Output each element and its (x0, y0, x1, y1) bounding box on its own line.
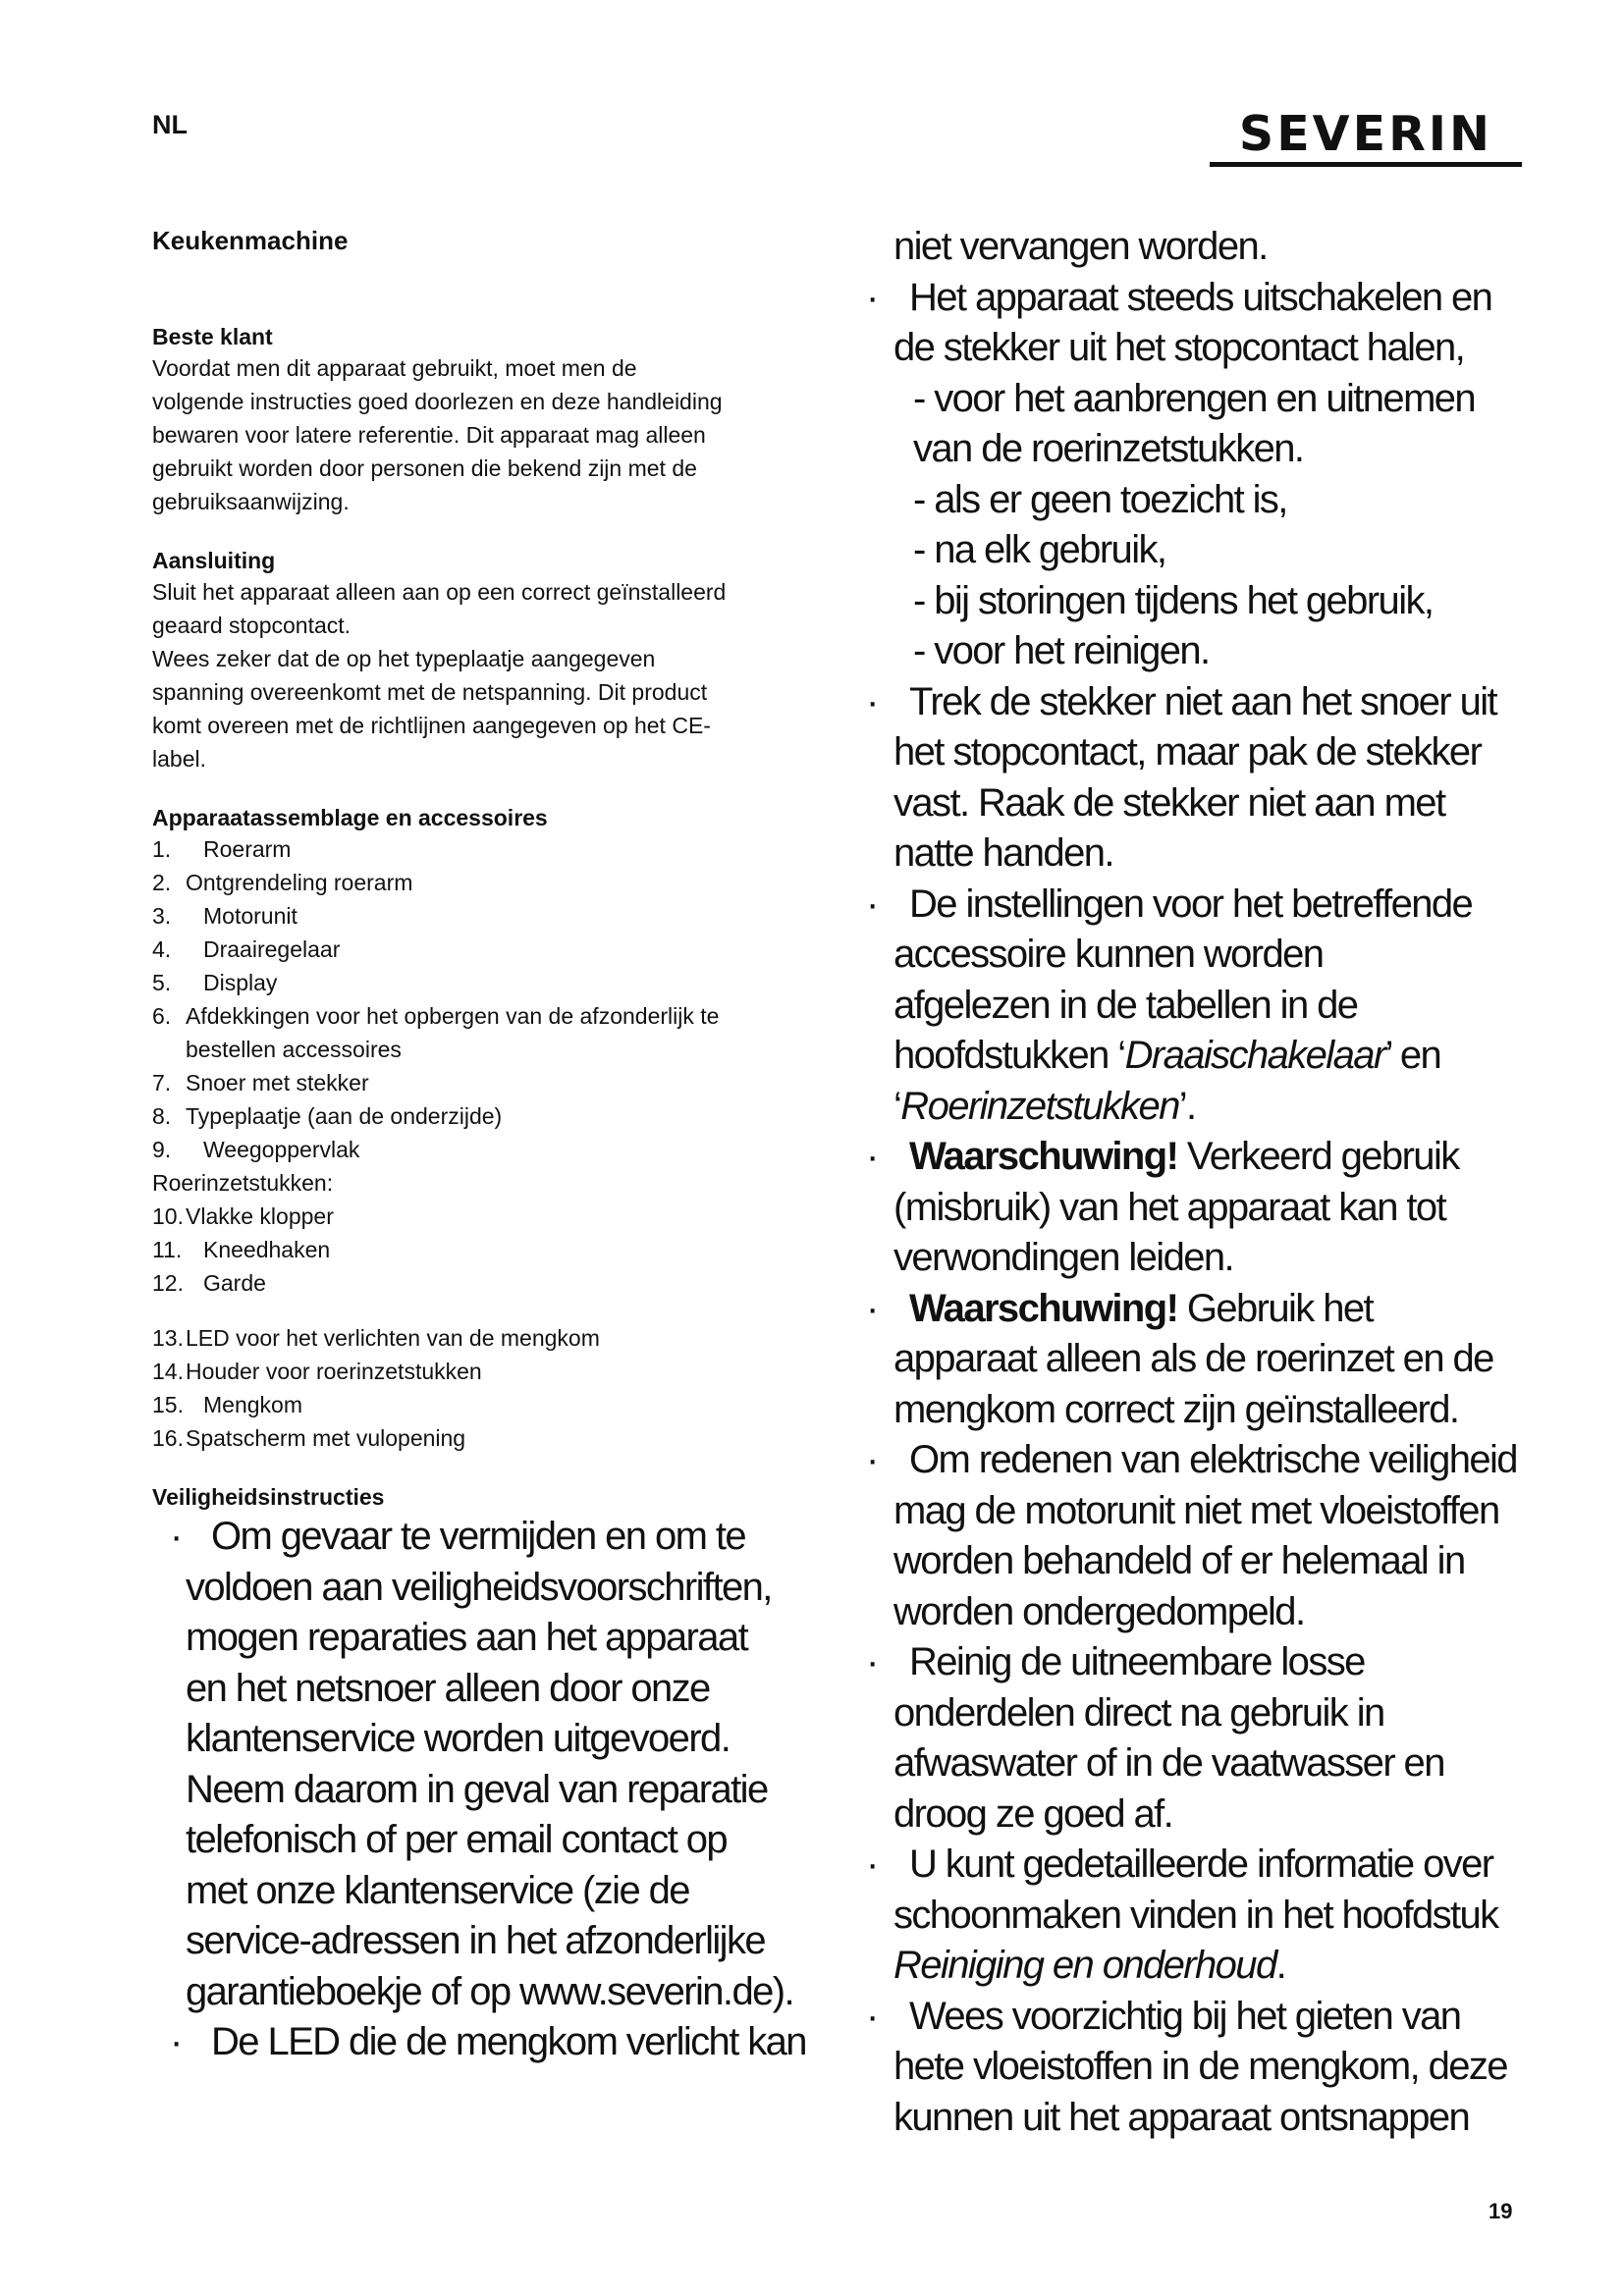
safety-bullet: · De instellingen voor het betreffende accessoire kunnen worden afgelezen in de tabellen in de hoofdstukken ‘Draaischakelaar’ en ‘Roerinzetstukken’. (862, 880, 1549, 1133)
bullet-icon: · (866, 275, 878, 319)
section-heading-aansluiting: Aansluiting (152, 548, 276, 573)
list-item: 1. Roerarm (152, 836, 292, 862)
bullet-icon: · (866, 1994, 878, 2038)
beste-klant-line: Voordat men dit apparaat gebruikt, moet men de (152, 355, 637, 381)
bullet-icon: · (170, 2020, 182, 2063)
list-item: 2. Ontgrendeling roerarm (152, 870, 413, 895)
bullet-icon: · (866, 1438, 878, 1481)
safety-bullets-left (152, 1512, 830, 2068)
warning-label: Waarschuwing! (909, 1135, 1178, 1178)
warning-bullet: · Waarschuwing! Gebruik het apparaat alleen als de roerinzet en de mengkom correct zijn geïnstalleerd. (862, 1284, 1549, 1436)
aansluiting-line: label. (152, 746, 206, 772)
section-heading-beste-klant: Beste klant (152, 324, 273, 349)
right-column (862, 222, 1549, 2143)
list-item: 7. Snoer met stekker (152, 1070, 369, 1095)
list-item: 9. Weegoppervlak (152, 1137, 360, 1162)
aansluiting-line: Sluit het apparaat alleen aan op een correct geïnstalleerd (152, 579, 727, 605)
accessory-list (152, 832, 830, 1166)
safety-bullet: · Om redenen van elektrische veiligheid mag de motorunit niet met vloeistoffen worden behandeld of er helemaal in worden ondergedompeld. (862, 1435, 1549, 1637)
left-column (152, 224, 830, 2068)
safety-bullet: · Trek de stekker niet aan het snoer uit het stopcontact, maar pak de stekker vast. Raak de stekker niet aan met natte handen. (862, 677, 1549, 880)
list-item: 4. Draairegelaar (152, 936, 341, 962)
accessory-list-extra (152, 1321, 830, 1455)
safety-bullet: · Wees voorzichtig bij het gieten van hete vloeistoffen in de mengkom, deze kunnen uit het apparaat ontsnappen (862, 1992, 1549, 2144)
bullet-icon: · (866, 1640, 878, 1683)
beste-klant-line: bewaren voor latere referentie. Dit apparaat mag alleen (152, 422, 706, 448)
list-item: 15. Mengkom (152, 1392, 302, 1417)
list-item: 3. Motorunit (152, 903, 298, 929)
bullet-icon: · (866, 1135, 878, 1178)
warning-bullet: · Waarschuwing! Verkeerd gebruik (misbruik) van het apparaat kan tot verwondingen leiden. (862, 1132, 1549, 1284)
section-heading-veiligheid: Veiligheidsinstructies (152, 1484, 385, 1510)
bullet-icon: · (866, 1286, 878, 1330)
beste-klant-line: gebruikt worden door personen die bekend zijn met de (152, 455, 697, 481)
bullet-icon: · (866, 881, 878, 926)
list-item: 14. Houder voor roerinzetstukken (152, 1359, 482, 1384)
safety-bullet: · Het apparaat steeds uitschakelen en de stekker uit het stopcontact halen, - voor het aanbrengen en uitnemen van de roerinzetstukken. - als er geen toezicht is, - na elk gebruik, - bij storingen tijdens het gebruik, - voor het reinigen. (862, 273, 1549, 677)
aansluiting-line: spanning overeenkomt met de netspanning. Dit product (152, 679, 708, 705)
continued-line: niet vervangen worden. (893, 225, 1268, 268)
warning-label: Waarschuwing! (909, 1286, 1178, 1330)
aansluiting-line: Wees zeker dat de op het typeplaatje aangegeven (152, 646, 656, 671)
list-item: 10. Vlakke klopper (152, 1203, 334, 1229)
brand-logo: SEVERIN (1238, 106, 1493, 162)
accessory-list-attachments (152, 1200, 830, 1300)
list-item: 8. Typeplaatje (aan de onderzijde) (152, 1103, 503, 1129)
page-number: 19 (1489, 2199, 1513, 2223)
list-item: 13. LED voor het verlichten van de mengkom (152, 1325, 600, 1351)
safety-bullet: · Reinig de uitneembare losse onderdelen direct na gebruik in afwaswater of in de vaatwasser en droog ze goed af. (862, 1637, 1549, 1840)
list-item: 12. Garde (152, 1270, 266, 1296)
section-heading-accessoires: Apparaatassemblage en accessoires (152, 805, 548, 830)
roerinzetstukken-label: Roerinzetstukken: (152, 1170, 334, 1196)
list-item: 16. Spatscherm met vulopening (152, 1425, 466, 1451)
safety-bullet: · De LED die de mengkom verlicht kan (152, 2017, 830, 2068)
aansluiting-line: geaard stopcontact. (152, 613, 352, 638)
safety-bullet: · Om gevaar te vermijden en om te voldoen aan veiligheidsvoorschriften, mogen reparaties aan het apparaat en het netsnoer alleen door onze klantenservice worden uitgevoerd. Neem daarom in geval van reparatie telefonisch of per email contact op met onze klantenservice (zie de service-adressen in het afzonderlijke garantieboekje of op www.severin.de). (152, 1512, 830, 2017)
brand-underline (1210, 162, 1522, 167)
language-code: NL (152, 110, 188, 139)
list-item: 6. Afdekkingen voor het opbergen van de afzonderlijk te bestellen accessoires (152, 1003, 720, 1062)
bullet-icon: · (866, 1842, 878, 1886)
bullet-icon: · (866, 679, 878, 723)
list-item: 5. Display (152, 970, 278, 995)
beste-klant-line: gebruiksaanwijzing. (152, 489, 350, 514)
safety-bullet: · U kunt gedetailleerde informatie over schoonmaken vinden in het hoofdstuk Reiniging en onderhoud. (862, 1840, 1549, 1992)
list-item: 11. Kneedhaken (152, 1237, 331, 1262)
bullet-icon: · (170, 1515, 182, 1558)
aansluiting-line: komt overeen met de richtlijnen aangegeven op het CE- (152, 713, 711, 738)
document-title: Keukenmachine (152, 226, 349, 255)
beste-klant-line: volgende instructies goed doorlezen en deze handleiding (152, 389, 723, 414)
